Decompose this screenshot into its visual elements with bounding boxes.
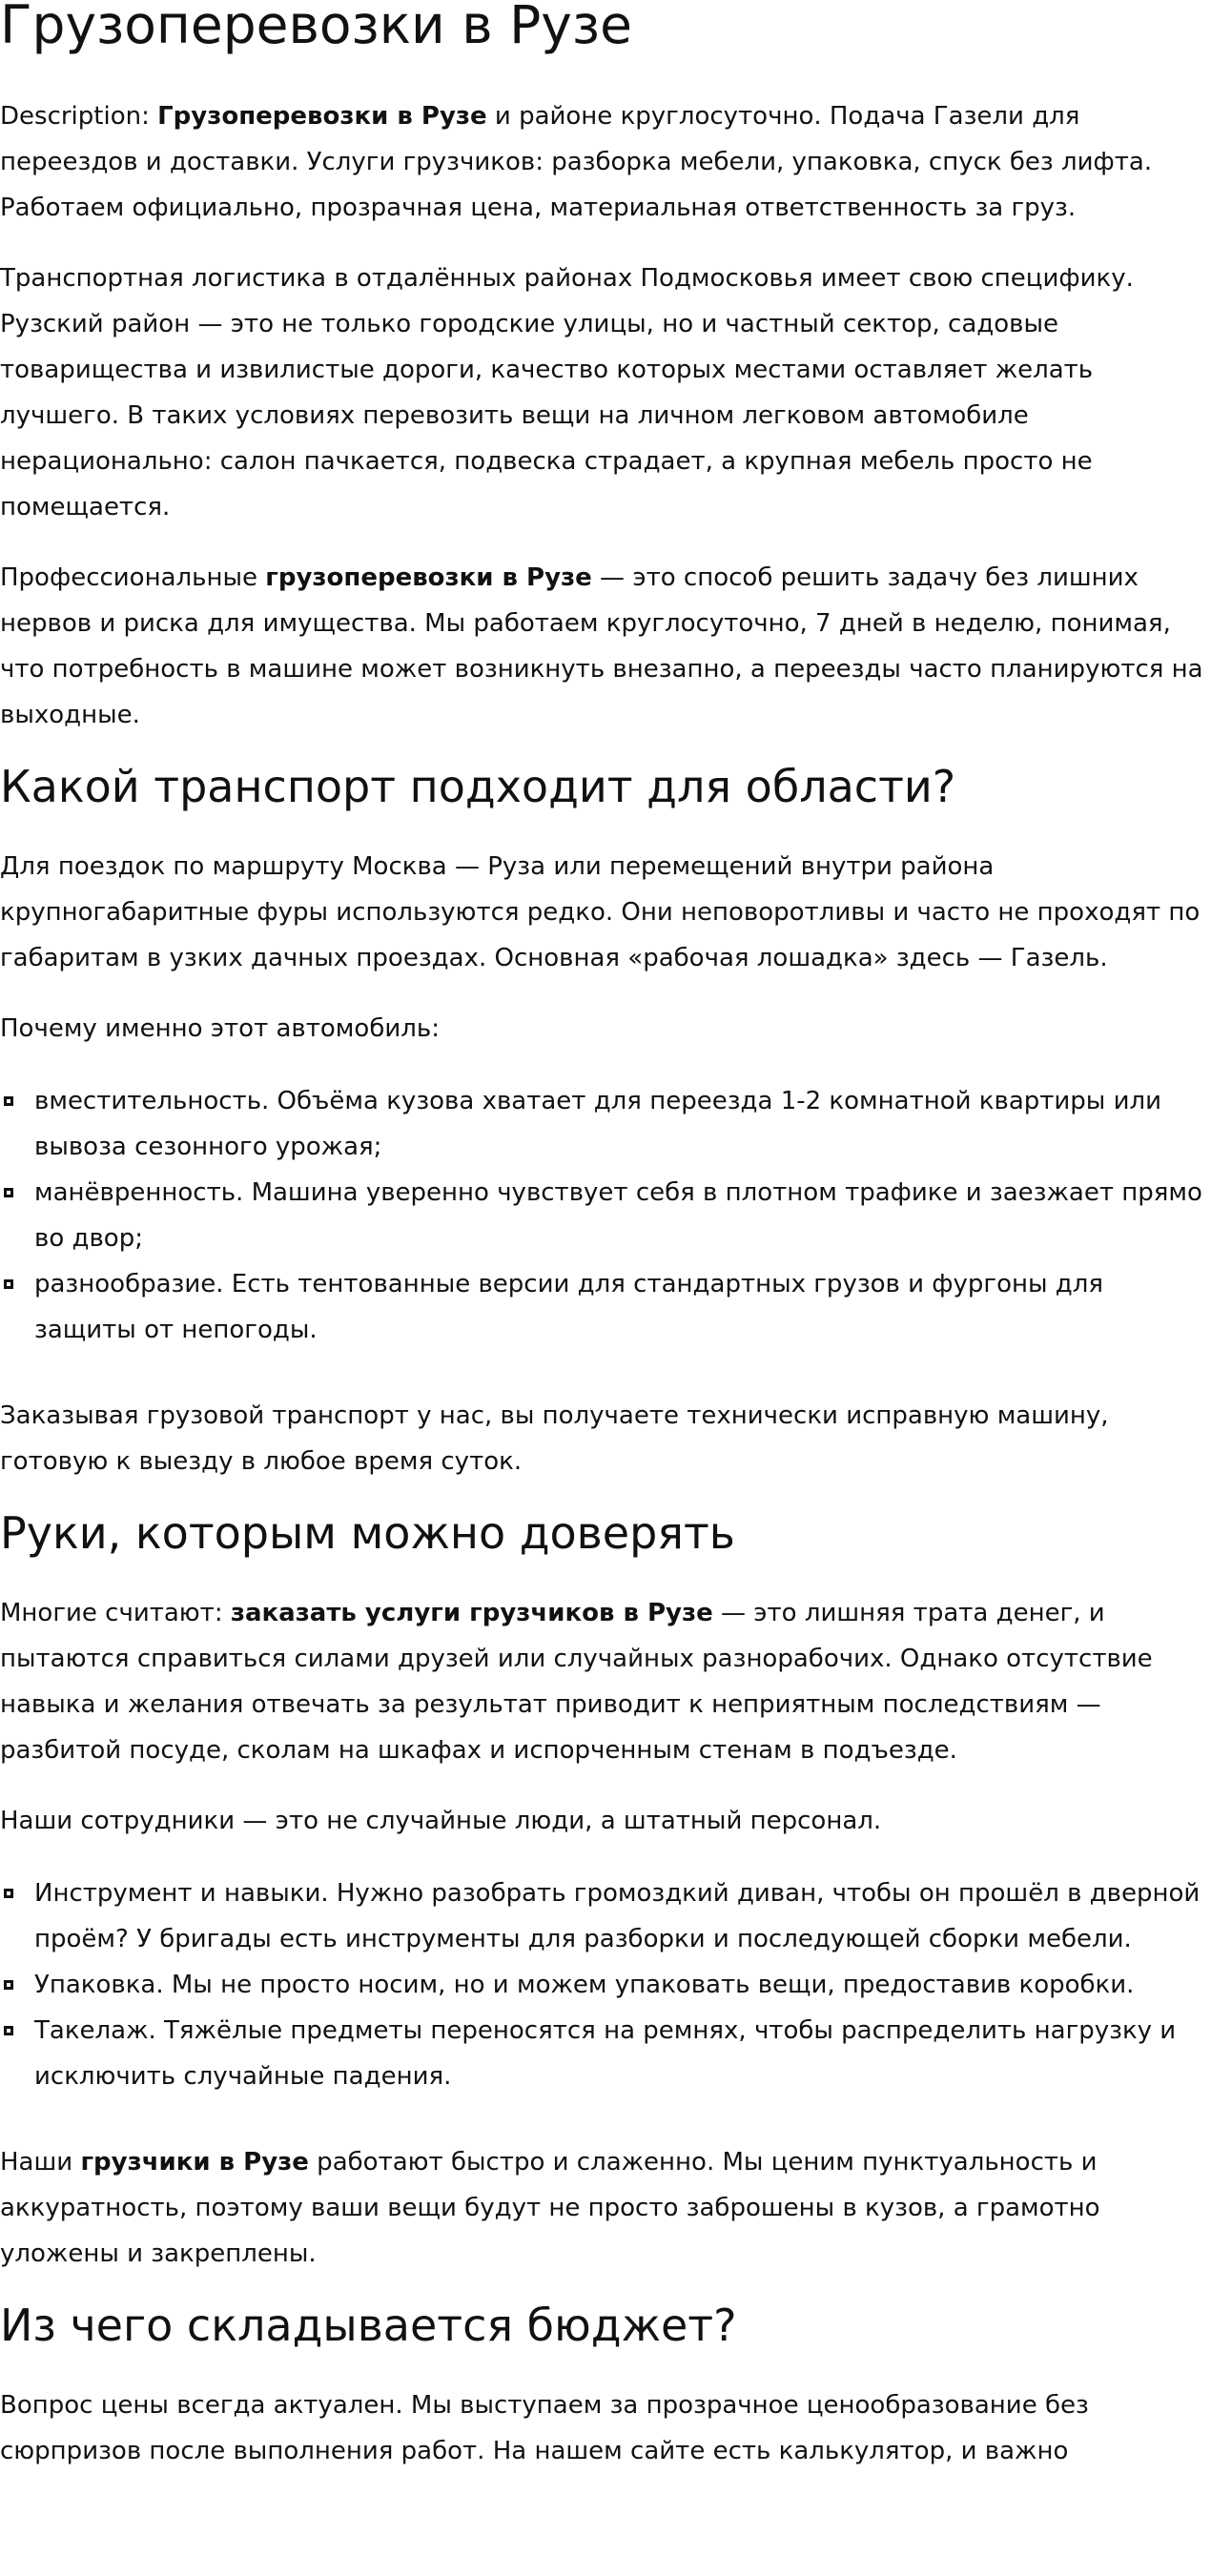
intro-paragraph-2 [0, 555, 1203, 738]
intro-paragraph-2-start: Профессиональные [0, 563, 266, 592]
list-item [0, 1871, 1203, 1962]
list-item-text: вместительность. Объёма кузова хватает для переезда 1-2 комнатной квартиры или вывоза сезонного урожая; [34, 1087, 1162, 1161]
list-item [0, 2008, 1203, 2099]
list-item-text: Упаковка. Мы не просто носим, но и можем упаковать вещи, предоставив коробки. [34, 1971, 1135, 1999]
page-title: Грузоперевозки в Рузе [0, 0, 632, 55]
description-keyword: Грузоперевозки в Рузе [157, 102, 487, 131]
section-heading-transport: Какой транспорт подходит для области? [0, 761, 956, 812]
hands-keyword: заказать услуги грузчиков в Рузе [230, 1599, 713, 1627]
hands-list-intro: Наши сотрудники — это не случайные люди, а штатный персонал. [0, 1807, 882, 1835]
list-item-text: разнообразие. Есть тентованные версии для стандартных грузов и фургоны для защиты от непогоды. [34, 1270, 1104, 1344]
hands-conclusion-start: Наши [0, 2148, 81, 2177]
hands-paragraph [0, 1590, 1203, 1773]
hands-conclusion [0, 2139, 1203, 2277]
hands-conclusion-rest: работают быстро и слаженно. Мы ценим пунктуальность и аккуратность, поэтому ваши вещи будут не просто заброшены в кузов, а грамотно уложены и закреплены. [0, 2148, 1100, 2268]
hands-list [0, 1871, 1203, 2099]
description-label: Description: [0, 102, 158, 131]
list-item [0, 1962, 1203, 2008]
list-item-text: Инструмент и навыки. Нужно разобрать громоздкий диван, чтобы он прошёл в дверной проём? У бригады есть инструменты для разборки и последующей сборки мебели. [34, 1879, 1201, 1953]
bullet-icon [4, 1279, 13, 1289]
bullet-icon [4, 1096, 13, 1106]
hands-paragraph-start: Многие считают: [0, 1599, 231, 1627]
list-item [0, 1261, 1203, 1353]
intro-paragraph-2-rest: — это способ решить задачу без лишних нервов и риска для имущества. Мы работаем круглосуточно, 7 дней в неделю, понимая, что потребность в машине может возникнуть внезапно, а переезды часто планируются на выходные. [0, 563, 1203, 729]
transport-conclusion: Заказывая грузовой транспорт у нас, вы получаете технически исправную машину, готовую к выезду в любое время суток. [0, 1401, 1109, 1476]
list-item-text: манёвренность. Машина уверенно чувствует себя в плотном трафике и заезжает прямо во двор; [34, 1178, 1202, 1253]
bullet-icon [4, 2026, 13, 2035]
list-item [0, 1170, 1203, 1261]
section-heading-hands: Руки, которым можно доверять [0, 1507, 735, 1559]
bullet-icon [4, 1980, 13, 1990]
bullet-icon [4, 1889, 13, 1898]
bullet-icon [4, 1188, 13, 1197]
transport-list-intro: Почему именно этот автомобиль: [0, 1014, 440, 1043]
description-paragraph [0, 93, 1203, 231]
intro-keyword: грузоперевозки в Рузе [265, 563, 592, 592]
intro-paragraph: Транспортная логистика в отдалённых районах Подмосковья имеет свою специфику. Рузский район — это не только городские улицы, но и частный сектор, садовые товарищества и извилистые дороги, качество которых местами оставляет желать лучшего. В таких условиях перевозить вещи на личном легковом автомобиле нерационально: салон пачкается, подвеска страдает, а крупная мебель просто не помещается. [0, 264, 1134, 521]
hands-conclusion-keyword: грузчики в Рузе [80, 2148, 309, 2177]
hands-paragraph-rest: — это лишняя трата денег, и пытаются справиться силами друзей или случайных разнорабочих. Однако отсутствие навыка и желания отвечать за результат приводит к неприятным последствиям — разбитой посуде, сколам на шкафах и испорченным стенам в подъезде. [0, 1599, 1153, 1765]
section-heading-budget: Из чего складывается бюджет? [0, 2300, 737, 2351]
list-item-text: Такелаж. Тяжёлые предметы переносятся на ремнях, чтобы распределить нагрузку и исключить случайные падения. [34, 2016, 1177, 2091]
transport-list [0, 1078, 1203, 1353]
budget-paragraph: Вопрос цены всегда актуален. Мы выступаем за прозрачное ценообразование без сюрпризов после выполнения работ. На нашем сайте есть калькулятор, и важно [0, 2391, 1089, 2465]
list-item [0, 1078, 1203, 1170]
description-text: и районе круглосуточно. Подача Газели для переездов и доставки. Услуги грузчиков: разборка мебели, упаковка, спуск без лифта. Работаем официально, прозрачная цена, материальная ответственность за груз. [0, 102, 1153, 222]
transport-paragraph: Для поездок по маршруту Москва — Руза или перемещений внутри района крупногабаритные фуры используются редко. Они неповоротливы и часто не проходят по габаритам в узких дачных проездах. Основная «рабочая лошадка» здесь — Газель. [0, 852, 1201, 972]
